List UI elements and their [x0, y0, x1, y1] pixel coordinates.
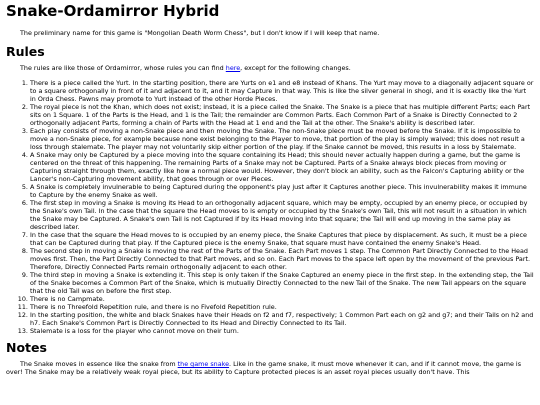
notes-text: The Snake moves in essence like the snake from: [20, 360, 178, 368]
intro-paragraph: The preliminary name for this game is "Mongolian Death Worm Chess", but I don't know if I will keep that name.: [20, 29, 380, 37]
rule-item: 11. There is no Threefold Repetition rule, and there is no Fivefold Repetition rule.: [30, 303, 534, 311]
rule-item: 5. A Snake is completely invulnerable to being Captured during the opponent's play just after it Captures another piece. This invulnerability makes it immune to Capture by the enemy Snake as well.: [30, 183, 534, 199]
rule-item: 1. There is a piece called the Yurt. In the starting position, there are Yurts on e1 and e8 instead of Khans. The Yurt may move to a diagonally adjacent square or to a square orthogonally in front of it and adjacent to it, and it may Capture in that way. This is like the silver general in shogi, and it is exactly like the Yurt in Orda Chess. Pawns may promote to Yurt instead of the other Horde Pieces.: [30, 79, 534, 103]
notes-paragraph: [6, 360, 534, 376]
rule-item: 10. There is no Campmate.: [30, 295, 534, 303]
rule-item: 13. Stalemate is a loss for the player who cannot move on their turn.: [30, 327, 534, 335]
rule-item: 4. A Snake may only be Captured by a piece moving into the square containing its Head; this should never actually happen during a game, but the game is centered on the threat of this happening. The remaining Parts of a Snake may not be Captured. Parts of a Snake always block pieces from moving or Capturing straight through them, exactly like how a normal piece would. However, they don't block an ability, such as the Falcon's Capturing ability or the Lancer's non-Capturing movement ability, that goes through or over Pieces.: [30, 151, 534, 183]
rules-heading: Rules: [6, 44, 45, 59]
rules-list: [6, 79, 534, 335]
page-title: Snake-Ordamirror Hybrid: [6, 2, 220, 20]
rule-item: 3. Each play consists of moving a non-Snake piece and then moving the Snake. The non-Snake piece must be moved before the Snake. If it is impossible to move a non-Snake piece, for example because none exist belonging to the Player to move, that portion of the play is simply waived; this does not result a loss through stalemate. The player may not voluntarily skip either portion of the play. If the Snake cannot be moved, this results in a loss by Stalemate.: [30, 127, 534, 151]
snake-game-link[interactable]: the game snake: [177, 360, 230, 368]
rule-item: 6. The first step in moving a Snake is moving its Head to an orthogonally adjacent square, which may be empty, occupied by an enemy piece, or occupied by the Snake's own Tail. In the case that the square the Head moves to is empty or occupied by the Snake's own Tail, this will not result in a situation in which the Snake may be Captured. A Snake's own Tail is not Captured if by its Head moving into that square; the Tail will end up moving in the same play as described later.: [30, 199, 534, 231]
rules-intro-text: The rules are like those of Ordamirror, whose rules you can find: [20, 64, 226, 72]
rules-intro-text-end: , except for the following changes.: [240, 64, 351, 72]
rule-item: 7. In the case that the square the Head moves to is occupied by an enemy piece, the Snake Captures that piece by displacement. As such, it must be a piece that can be Captured during that play. If the Captured piece is the enemy Snake, that square must have contained the enemy Snake's Head.: [30, 231, 534, 247]
rules-intro-paragraph: [6, 64, 534, 72]
rule-item: 9. The third step in moving a Snake is extending it. This step is only taken if the Snake Captured an enemy piece in the first step. In the extending step, the Tail of the Snake becomes a Common Part of the Snake, which is mutually Directly Connected to the new Tail of the Snake. The new Tail appears on the square that the old Tail was on before the first step.: [30, 271, 534, 295]
rule-item: 2. The royal piece is not the Khan, which does not exist; instead, it is a piece called the Snake. The Snake is a piece that has multiple different Parts; each Part sits on 1 Square. 1 of the Parts is the Head, and 1 is the Tail; the remainder are Common Parts. Each Common Part of a Snake is Directly Connected to 2 orthogonally adjacent Parts, forming a chain of Parts with the Head at 1 end and the Tail at the other. The Snake's ability is described later.: [30, 103, 534, 127]
rule-item: 12. In the starting position, the white and black Snakes have their Heads on f2 and f7, respectively; 1 Common Part each on g2 and g7; and their Tails on h2 and h7. Each Snake's Common Part is Directly Connected to its Head and Directly Connected to its Tail.: [30, 311, 534, 327]
rule-item: 8. The second step in moving a Snake is moving the rest of the Parts of the Snake. Each Part moves 1 step. The Common Part Directly Connected to the Head moves first. Then, the Part Directly Connected to that Part moves, and so on. Each Part moves to the space left open by the movement of the previous Part. Therefore, Directly Connected Parts remain orthogonally adjacent to each other.: [30, 247, 534, 271]
notes-text-end: . Like in the game snake, it must move whenever it can, and if it cannot move, the game is over! The Snake may be a relatively weak royal piece, but its ability to Capture protected pieces is an asset royal pieces usually don't have. This: [6, 360, 522, 376]
ordamirror-rules-link[interactable]: here: [225, 64, 241, 72]
notes-heading: Notes: [6, 340, 47, 355]
